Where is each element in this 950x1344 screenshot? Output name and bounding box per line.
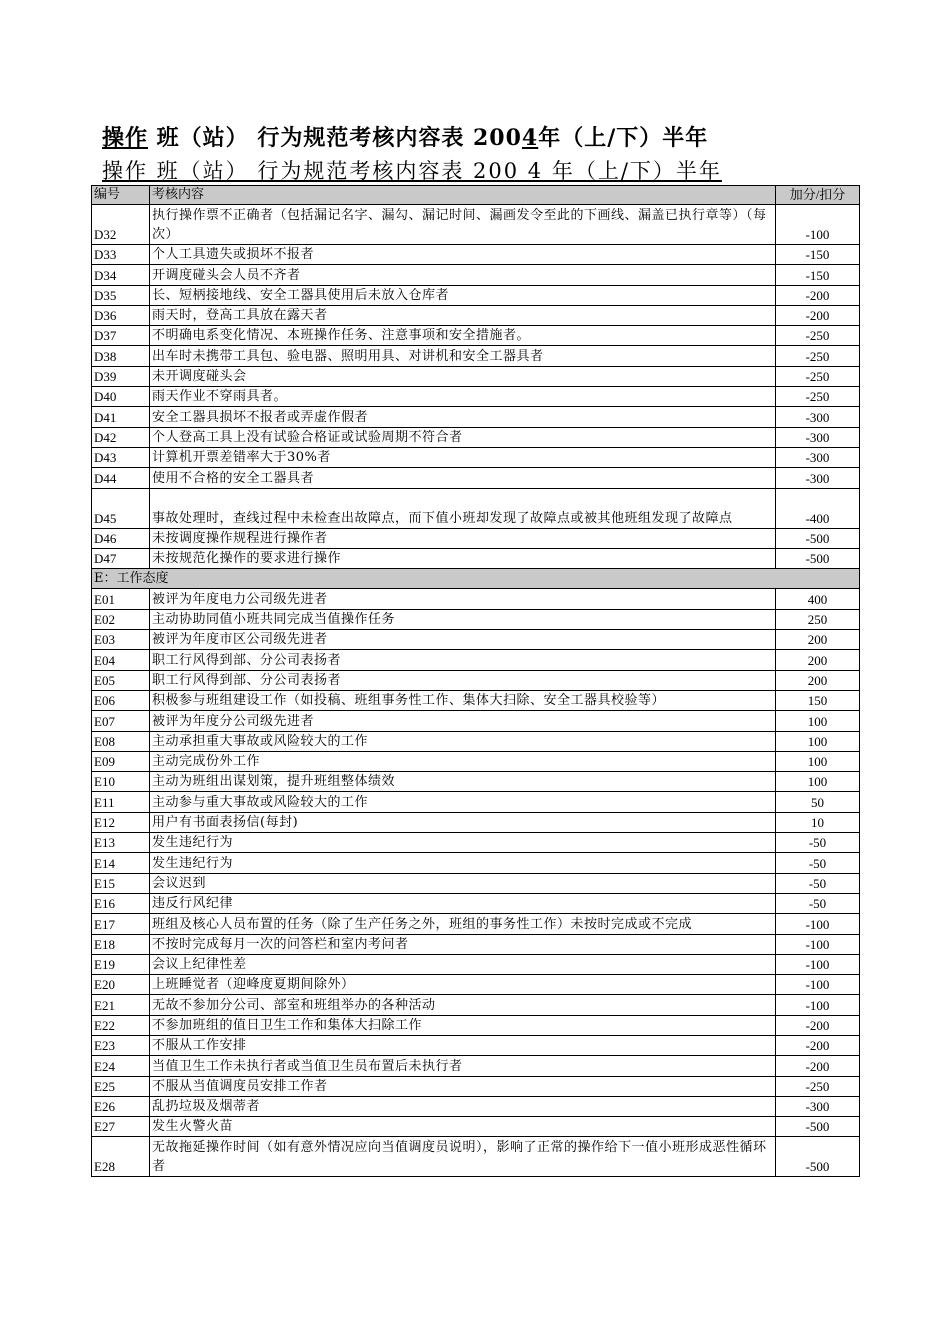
header-content: 考核内容 xyxy=(150,186,776,205)
table-row xyxy=(92,650,860,670)
row-code: E23 xyxy=(92,1035,150,1055)
row-content: 雨天作业不穿雨具者。 xyxy=(150,387,776,407)
table-row xyxy=(92,833,860,853)
row-score: -500 xyxy=(776,548,860,568)
row-content: 主动承担重大事故或风险较大的工作 xyxy=(150,731,776,751)
row-score: 150 xyxy=(776,690,860,710)
row-score: -400 xyxy=(776,488,860,528)
table-row xyxy=(92,690,860,710)
row-content: 班组及核心人员布置的任务（除了生产任务之外，班组的事务性工作）未按时完成或不完成 xyxy=(150,914,776,934)
row-content: 发生违纪行为 xyxy=(150,853,776,873)
row-code: E09 xyxy=(92,751,150,771)
row-code: E04 xyxy=(92,650,150,670)
row-code: E27 xyxy=(92,1117,150,1137)
title-prefix: 操作 xyxy=(102,125,149,151)
row-content: 未开调度碰头会 xyxy=(150,366,776,386)
row-score: 100 xyxy=(776,711,860,731)
row-score: -250 xyxy=(776,366,860,386)
header-score: 加分/扣分 xyxy=(776,186,860,205)
row-score: 200 xyxy=(776,650,860,670)
table-row xyxy=(92,1056,860,1076)
row-content: 事故处理时，查线过程中未检查出故障点，而下值小班却发现了故障点或被其他班组发现了故障点 xyxy=(150,488,776,528)
row-score: -100 xyxy=(776,934,860,954)
row-code: E08 xyxy=(92,731,150,751)
table-row xyxy=(92,488,860,528)
row-score: -150 xyxy=(776,265,860,285)
row-content: 主动为班组出谋划策，提升班组整体绩效 xyxy=(150,772,776,792)
row-code: E15 xyxy=(92,873,150,893)
header-code: 编号 xyxy=(92,186,150,205)
table-row xyxy=(92,346,860,366)
row-content: 乱扔垃圾及烟蒂者 xyxy=(150,1096,776,1116)
row-content: 主动协助同值小班共同完成当值操作任务 xyxy=(150,609,776,629)
row-code: E07 xyxy=(92,711,150,731)
table-row xyxy=(92,548,860,568)
row-content: 未按调度操作规程进行操作者 xyxy=(150,528,776,548)
row-score: -300 xyxy=(776,427,860,447)
row-score: -200 xyxy=(776,305,860,325)
row-code: E11 xyxy=(92,792,150,812)
row-code: E21 xyxy=(92,995,150,1015)
row-content: 主动完成份外工作 xyxy=(150,751,776,771)
row-content: 不服从当值调度员安排工作者 xyxy=(150,1076,776,1096)
table-row xyxy=(92,975,860,995)
row-score: -100 xyxy=(776,954,860,974)
row-content: 违反行风纪律 xyxy=(150,893,776,913)
table-row xyxy=(92,468,860,488)
row-content: 个人登高工具上没有试验合格证或试验周期不符合者 xyxy=(150,427,776,447)
row-code: E06 xyxy=(92,690,150,710)
row-content: 发生违纪行为 xyxy=(150,833,776,853)
table-row xyxy=(92,427,860,447)
table-row xyxy=(92,954,860,974)
row-code: E24 xyxy=(92,1056,150,1076)
table-row xyxy=(92,1076,860,1096)
table-row xyxy=(92,751,860,771)
row-score: 100 xyxy=(776,731,860,751)
row-code: E22 xyxy=(92,1015,150,1035)
row-code: D38 xyxy=(92,346,150,366)
row-code: E05 xyxy=(92,670,150,690)
row-code: D43 xyxy=(92,447,150,467)
table-row xyxy=(92,1117,860,1137)
row-code: E19 xyxy=(92,954,150,974)
table-row xyxy=(92,711,860,731)
table-row xyxy=(92,670,860,690)
row-code: D47 xyxy=(92,548,150,568)
row-content: 出车时未携带工具包、验电器、照明用具、对讲机和安全工器具者 xyxy=(150,346,776,366)
row-code: E17 xyxy=(92,914,150,934)
table-row xyxy=(92,1015,860,1035)
table-row xyxy=(92,792,860,812)
row-content: 不参加班组的值日卫生工作和集体大扫除工作 xyxy=(150,1015,776,1035)
row-score: 10 xyxy=(776,812,860,832)
row-code: E01 xyxy=(92,589,150,609)
row-code: E12 xyxy=(92,812,150,832)
row-content: 被评为年度电力公司级先进者 xyxy=(150,589,776,609)
row-content: 不按时完成每月一次的问答栏和室内考问者 xyxy=(150,934,776,954)
table-row xyxy=(92,873,860,893)
table-row xyxy=(92,893,860,913)
table-row xyxy=(92,914,860,934)
table-row xyxy=(92,934,860,954)
row-code: D40 xyxy=(92,387,150,407)
row-code: D35 xyxy=(92,285,150,305)
row-code: D39 xyxy=(92,366,150,386)
row-score: -200 xyxy=(776,1015,860,1035)
row-score: -50 xyxy=(776,893,860,913)
table-row xyxy=(92,1137,860,1177)
row-code: E02 xyxy=(92,609,150,629)
table-row xyxy=(92,772,860,792)
table-row xyxy=(92,265,860,285)
row-content: 不服从工作安排 xyxy=(150,1035,776,1055)
row-content: 开调度碰头会人员不齐者 xyxy=(150,265,776,285)
row-content: 无故拖延操作时间（如有意外情况应向当值调度员说明），影响了正常的操作给下一值小班形成恶性循环者 xyxy=(150,1137,776,1177)
row-code: E20 xyxy=(92,975,150,995)
row-content: 使用不合格的安全工器具者 xyxy=(150,468,776,488)
row-content: 会议上纪律性差 xyxy=(150,954,776,974)
row-code: D32 xyxy=(92,205,150,245)
row-score: -250 xyxy=(776,1076,860,1096)
row-score: -200 xyxy=(776,285,860,305)
row-score: -100 xyxy=(776,975,860,995)
table-row xyxy=(92,528,860,548)
row-score: 250 xyxy=(776,609,860,629)
row-score: -200 xyxy=(776,1056,860,1076)
section-title: E：工作态度 xyxy=(92,569,860,589)
row-content: 主动参与重大事故或风险较大的工作 xyxy=(150,792,776,812)
row-code: E26 xyxy=(92,1096,150,1116)
row-code: E10 xyxy=(92,772,150,792)
row-code: E25 xyxy=(92,1076,150,1096)
table-row xyxy=(92,407,860,427)
table-row xyxy=(92,731,860,751)
row-content: 雨天时，登高工具放在露天者 xyxy=(150,305,776,325)
row-score: -300 xyxy=(776,447,860,467)
row-content: 会议迟到 xyxy=(150,873,776,893)
row-score: -150 xyxy=(776,245,860,265)
title-middle: 班（站） 行为规范考核内容表 200 xyxy=(148,125,522,151)
row-content: 安全工器具损坏不报者或弄虚作假者 xyxy=(150,407,776,427)
row-content: 积极参与班组建设工作（如投稿、班组事务性工作、集体大扫除、安全工器具校验等） xyxy=(150,690,776,710)
table-row xyxy=(92,447,860,467)
row-score: 200 xyxy=(776,670,860,690)
section-row xyxy=(92,569,860,589)
title-suffix: 年（上/下）半年 xyxy=(538,125,709,151)
row-content: 被评为年度分公司级先进者 xyxy=(150,711,776,731)
row-code: E18 xyxy=(92,934,150,954)
row-content: 无故不参加分公司、部室和班组举办的各种活动 xyxy=(150,995,776,1015)
row-score: -500 xyxy=(776,528,860,548)
row-score: -250 xyxy=(776,326,860,346)
row-score: -300 xyxy=(776,407,860,427)
row-content: 执行操作票不正确者（包括漏记名字、漏勾、漏记时间、漏画发令至此的下画线、漏盖已执行章等）（每次） xyxy=(150,205,776,245)
row-code: D46 xyxy=(92,528,150,548)
row-content: 职工行风得到部、分公司表扬者 xyxy=(150,670,776,690)
table-row xyxy=(92,285,860,305)
table-header-row xyxy=(92,186,860,205)
table-row xyxy=(92,205,860,245)
row-score: -50 xyxy=(776,833,860,853)
row-code: D44 xyxy=(92,468,150,488)
row-code: D41 xyxy=(92,407,150,427)
row-content: 职工行风得到部、分公司表扬者 xyxy=(150,650,776,670)
table-row xyxy=(92,326,860,346)
row-score: 50 xyxy=(776,792,860,812)
row-score: -200 xyxy=(776,1035,860,1055)
table-row xyxy=(92,1035,860,1055)
row-code: D33 xyxy=(92,245,150,265)
row-score: -100 xyxy=(776,205,860,245)
table-row xyxy=(92,245,860,265)
row-score: 100 xyxy=(776,751,860,771)
row-content: 不明确电系变化情况、本班操作任务、注意事项和安全措施者。 xyxy=(150,326,776,346)
table-row xyxy=(92,812,860,832)
row-content: 用户有书面表扬信(每封) xyxy=(150,812,776,832)
row-code: E13 xyxy=(92,833,150,853)
table-row xyxy=(92,305,860,325)
row-content: 未按规范化操作的要求进行操作 xyxy=(150,548,776,568)
row-content: 发生火警火苗 xyxy=(150,1117,776,1137)
row-content: 个人工具遗失或损坏不报者 xyxy=(150,245,776,265)
row-code: E16 xyxy=(92,893,150,913)
row-code: E14 xyxy=(92,853,150,873)
row-score: -300 xyxy=(776,468,860,488)
row-score: -100 xyxy=(776,995,860,1015)
assessment-table xyxy=(91,185,860,1177)
table-row xyxy=(92,630,860,650)
row-code: D36 xyxy=(92,305,150,325)
title-year-digit: 4 xyxy=(521,125,539,151)
row-score: 200 xyxy=(776,630,860,650)
page-subtitle: 操作 班（站） 行为规范考核内容表 200 4 年（上/下）半年 xyxy=(102,159,722,183)
table-row xyxy=(92,853,860,873)
row-code: D34 xyxy=(92,265,150,285)
row-code: E28 xyxy=(92,1137,150,1177)
row-score: -50 xyxy=(776,873,860,893)
row-code: D37 xyxy=(92,326,150,346)
table-row xyxy=(92,609,860,629)
row-score: -250 xyxy=(776,387,860,407)
row-score: 100 xyxy=(776,772,860,792)
row-code: D42 xyxy=(92,427,150,447)
row-score: -250 xyxy=(776,346,860,366)
page-title xyxy=(102,121,708,152)
row-score: -500 xyxy=(776,1137,860,1177)
row-content: 长、短柄接地线、安全工器具使用后未放入仓库者 xyxy=(150,285,776,305)
row-content: 上班睡觉者（迎峰度夏期间除外） xyxy=(150,975,776,995)
row-code: D45 xyxy=(92,488,150,528)
row-content: 当值卫生工作未执行者或当值卫生员布置后未执行者 xyxy=(150,1056,776,1076)
row-score: -300 xyxy=(776,1096,860,1116)
row-code: E03 xyxy=(92,630,150,650)
row-score: -50 xyxy=(776,853,860,873)
table-row xyxy=(92,589,860,609)
row-score: 400 xyxy=(776,589,860,609)
table-row xyxy=(92,387,860,407)
row-content: 计算机开票差错率大于30%者 xyxy=(150,447,776,467)
table-row xyxy=(92,1096,860,1116)
row-content: 被评为年度市区公司级先进者 xyxy=(150,630,776,650)
table-row xyxy=(92,995,860,1015)
table-row xyxy=(92,366,860,386)
row-score: -500 xyxy=(776,1117,860,1137)
row-score: -100 xyxy=(776,914,860,934)
